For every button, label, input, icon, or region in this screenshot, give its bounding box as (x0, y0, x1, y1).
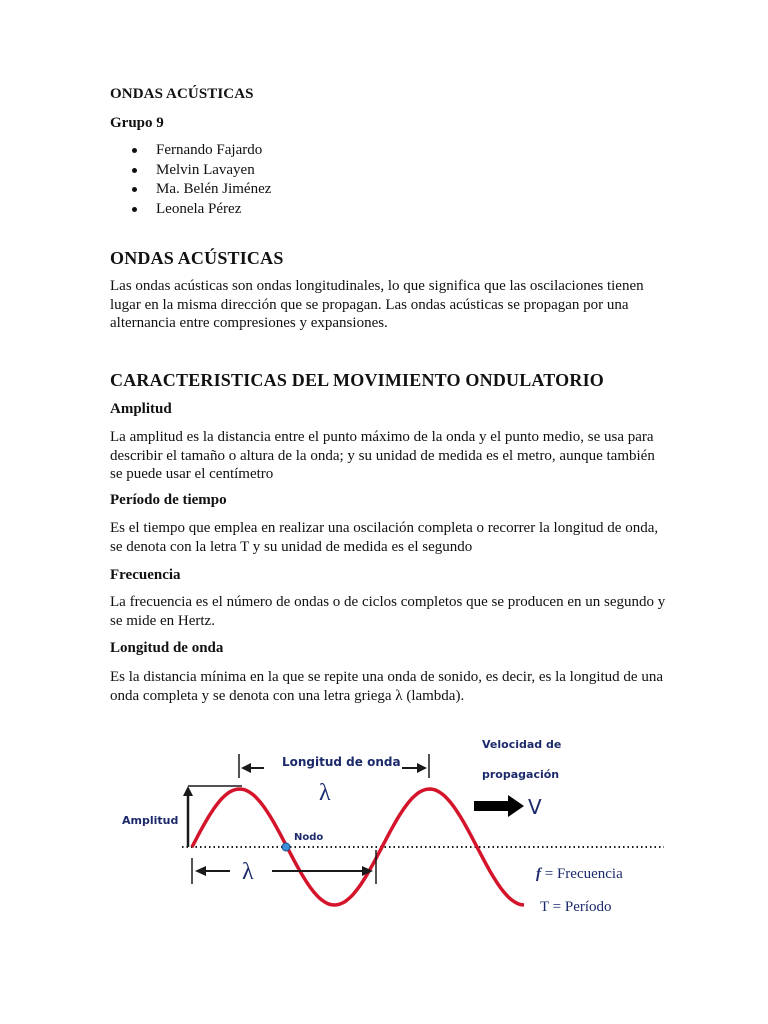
subsection-title: Frecuencia (110, 567, 181, 583)
member-name: Ma. Belén Jiménez (156, 181, 272, 197)
bullet-icon (132, 148, 137, 153)
amplitude-arrowhead-icon (183, 786, 193, 796)
bullet-icon (132, 207, 137, 212)
velocity-label-line1: Velocidad de (482, 738, 562, 751)
member-name: Melvin Lavayen (156, 161, 255, 178)
arrow-left-icon (195, 866, 206, 876)
list-item (110, 200, 271, 220)
subsection-title: Amplitud (110, 401, 172, 417)
arrow-right-icon (508, 795, 524, 817)
velocity-label-line2: propagación (482, 768, 560, 781)
subsection-paragraph: La frecuencia es el número de ondas o de ciclos completos que se producen en un segundo y se mide en Hertz. (110, 594, 666, 629)
members-list (110, 141, 271, 219)
wave-diagram (112, 726, 668, 926)
lambda-top-label: λ (319, 780, 331, 806)
subsection-paragraph: La amplitud es la distancia entre el punto máximo de la onda y el punto medio, se usa para describir el tamaño o altura de la onda; y su unidad de medida es el metro, aunque también se puede usar el centímetro (110, 429, 655, 482)
group-label: Grupo 9 (110, 115, 164, 131)
subsection-title: Longitud de onda (110, 640, 224, 656)
wavelength-label: Longitud de onda (282, 755, 401, 769)
section-heading: CARACTERISTICAS DEL MOVIMIENTO ONDULATORIO (110, 370, 604, 390)
subsection-paragraph: Es el tiempo que emplea en realizar una oscilación completa o recorrer la longitud de onda, se denota con la letra T y su unidad de medida es el segundo (110, 520, 659, 555)
velocity-symbol: V (528, 795, 542, 819)
velocity-arrow-shaft (474, 801, 510, 811)
bullet-icon (132, 168, 137, 173)
period-legend: T = Período (540, 899, 612, 915)
lambda-lower-label: λ (242, 859, 254, 885)
node-marker (282, 843, 290, 851)
section-paragraph: Las ondas acústicas son ondas longitudinales, lo que significa que las oscilaciones tienen lugar en la misma dirección que se propagan. Las ondas acústicas se propagan por una alternancia entre compresiones y expansiones. (110, 278, 644, 331)
member-name: Leonela Pérez (156, 200, 242, 217)
member-name: Fernando Fajardo (156, 142, 263, 158)
node-label: Nodo (294, 832, 324, 843)
amplitude-label: Amplitud (122, 814, 179, 827)
list-item (110, 141, 271, 161)
frequency-legend (536, 866, 623, 882)
list-item (110, 161, 271, 181)
arrow-left-icon (241, 763, 251, 773)
document-title: ONDAS ACÚSTICAS (110, 86, 254, 102)
bullet-icon (132, 187, 137, 192)
section-heading: ONDAS ACÚSTICAS (110, 248, 284, 268)
subsection-paragraph: Es la distancia mínima en la que se repite una onda de sonido, es decir, es la longitud de una onda completa y se denota con una letra griega λ (lambda). (110, 669, 663, 704)
list-item (110, 180, 271, 200)
arrow-right-icon (417, 763, 427, 773)
subsection-title: Período de tiempo (110, 492, 227, 508)
frequency-symbol: f (536, 866, 541, 882)
frequency-text: = Frecuencia (541, 866, 623, 882)
